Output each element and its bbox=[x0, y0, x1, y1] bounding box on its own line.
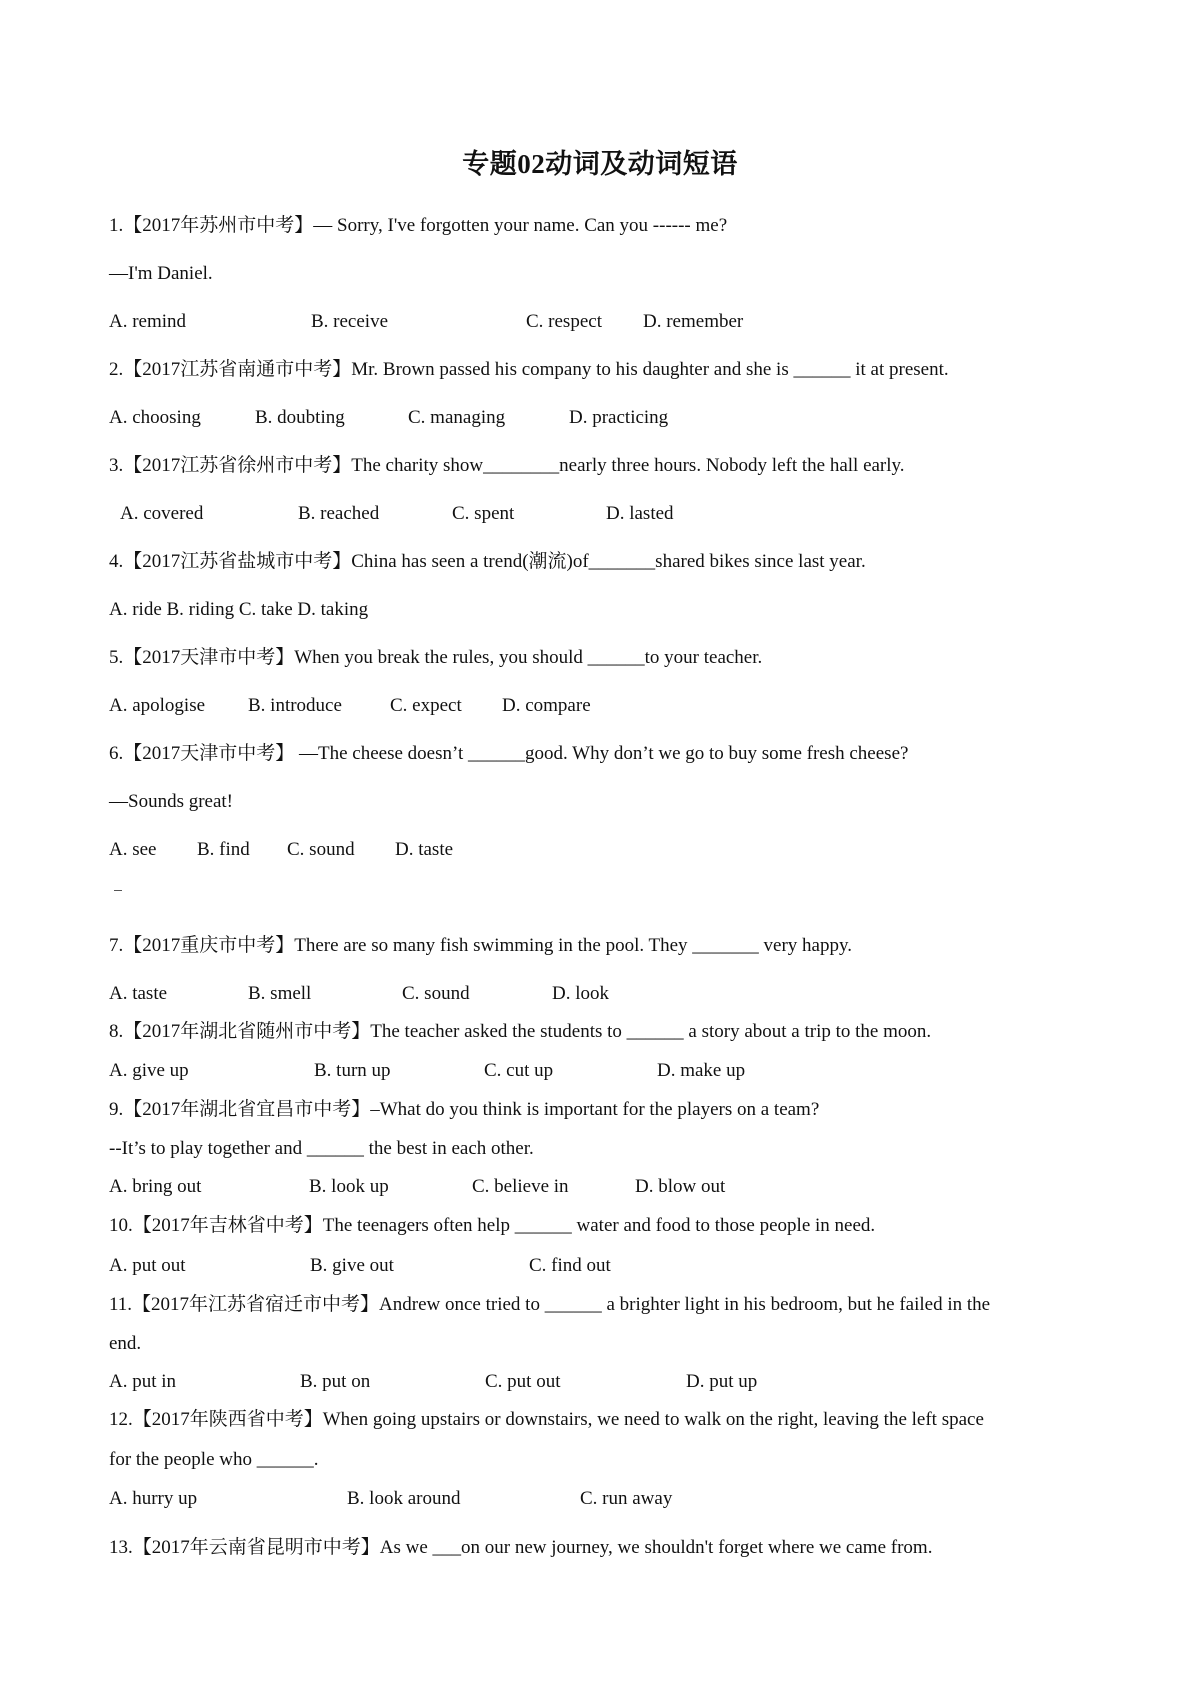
option-a: A. give up bbox=[109, 1060, 189, 1081]
question-10-stem: 10.【2017年吉林省中考】The teenagers often help ______ water and food to those people in need. bbox=[109, 1215, 876, 1236]
option-c: C. find out bbox=[529, 1255, 611, 1276]
option-a: A. choosing bbox=[109, 407, 201, 428]
question-11-stem: 11.【2017年江苏省宿迁市中考】Andrew once tried to ______ a brighter light in his bedroom, but he failed in the bbox=[109, 1294, 991, 1315]
question-7-stem: 7.【2017重庆市中考】There are so many fish swimming in the pool. They _______ very happy. bbox=[109, 935, 853, 956]
option-b: B. doubting bbox=[255, 407, 345, 428]
option-c: C. sound bbox=[402, 983, 470, 1004]
option-d: D. look bbox=[552, 983, 609, 1004]
option-c: C. run away bbox=[580, 1488, 673, 1509]
option-a: A. apologise bbox=[109, 695, 206, 716]
question-12-stem: 12.【2017年陕西省中考】When going upstairs or downstairs, we need to walk on the right, leaving the left space bbox=[109, 1409, 984, 1430]
option-b: B. turn up bbox=[314, 1060, 391, 1081]
question-8-stem: 8.【2017年湖北省随州市中考】The teacher asked the students to ______ a story about a trip to the moon. bbox=[109, 1021, 932, 1042]
option-d: D. lasted bbox=[606, 503, 674, 524]
option-b: B. receive bbox=[311, 311, 389, 332]
question-2-stem: 2.【2017江苏省南通市中考】Mr. Brown passed his company to his daughter and she is ______ it at present. bbox=[109, 359, 949, 380]
option-b: B. put on bbox=[300, 1371, 371, 1392]
option-d: D. make up bbox=[657, 1060, 746, 1081]
option-d: D. blow out bbox=[635, 1176, 726, 1197]
option-d: D. taste bbox=[395, 839, 454, 860]
option-b: B. smell bbox=[248, 983, 312, 1004]
question-4-options: A. ride B. riding C. take D. taking bbox=[109, 599, 369, 620]
question-1-stem: 1.【2017年苏州市中考】— Sorry, I've forgotten your name. Can you ------ me? bbox=[109, 215, 728, 236]
option-c: C. cut up bbox=[484, 1060, 554, 1081]
question-12-continuation: for the people who ______. bbox=[109, 1449, 319, 1470]
question-6-stem: 6.【2017天津市中考】 —The cheese doesn’t ______good. Why don’t we go to buy some fresh cheese? bbox=[109, 743, 909, 764]
option-d: D. practicing bbox=[569, 407, 669, 428]
option-a: A. bring out bbox=[109, 1176, 202, 1197]
option-b: B. give out bbox=[310, 1255, 394, 1276]
option-a: A. put in bbox=[109, 1371, 177, 1392]
option-a: A. covered bbox=[120, 503, 204, 524]
option-a: A. taste bbox=[109, 983, 168, 1004]
option-a: A. remind bbox=[109, 311, 187, 332]
question-11-continuation: end. bbox=[109, 1333, 142, 1354]
option-c: C. spent bbox=[452, 503, 515, 524]
page-title: 专题02动词及动词短语 bbox=[462, 149, 738, 179]
option-a: A. see bbox=[109, 839, 157, 860]
question-3-stem: 3.【2017江苏省徐州市中考】The charity show________nearly three hours. Nobody left the hall early. bbox=[109, 455, 905, 476]
option-b: B. introduce bbox=[248, 695, 342, 716]
question-4-stem: 4.【2017江苏省盐城市中考】China has seen a trend(潮流)of_______shared bikes since last year. bbox=[109, 551, 866, 572]
option-c: C. respect bbox=[526, 311, 602, 332]
question-6-answer-line: —Sounds great! bbox=[109, 791, 234, 812]
question-9-stem: 9.【2017年湖北省宜昌市中考】–What do you think is important for the players on a team? bbox=[109, 1099, 820, 1120]
question-1-answer-line: —I'm Daniel. bbox=[109, 263, 213, 284]
stray-mark bbox=[114, 890, 122, 891]
option-c: C. expect bbox=[390, 695, 462, 716]
option-a: A. hurry up bbox=[109, 1488, 198, 1509]
question-13-stem: 13.【2017年云南省昆明市中考】As we ___on our new journey, we shouldn't forget where we came from. bbox=[109, 1537, 933, 1558]
option-b: B. reached bbox=[298, 503, 380, 524]
option-c: C. believe in bbox=[472, 1176, 569, 1197]
option-b: B. look around bbox=[347, 1488, 461, 1509]
option-d: D. compare bbox=[502, 695, 591, 716]
question-9-answer-line: --It’s to play together and ______ the best in each other. bbox=[109, 1138, 534, 1159]
option-d: D. remember bbox=[643, 311, 744, 332]
option-a: A. put out bbox=[109, 1255, 186, 1276]
option-b: B. look up bbox=[309, 1176, 389, 1197]
question-5-stem: 5.【2017天津市中考】When you break the rules, you should ______to your teacher. bbox=[109, 647, 763, 668]
option-c: C. sound bbox=[287, 839, 355, 860]
option-b: B. find bbox=[197, 839, 250, 860]
option-c: C. managing bbox=[408, 407, 506, 428]
option-c: C. put out bbox=[485, 1371, 561, 1392]
option-d: D. put up bbox=[686, 1371, 758, 1392]
